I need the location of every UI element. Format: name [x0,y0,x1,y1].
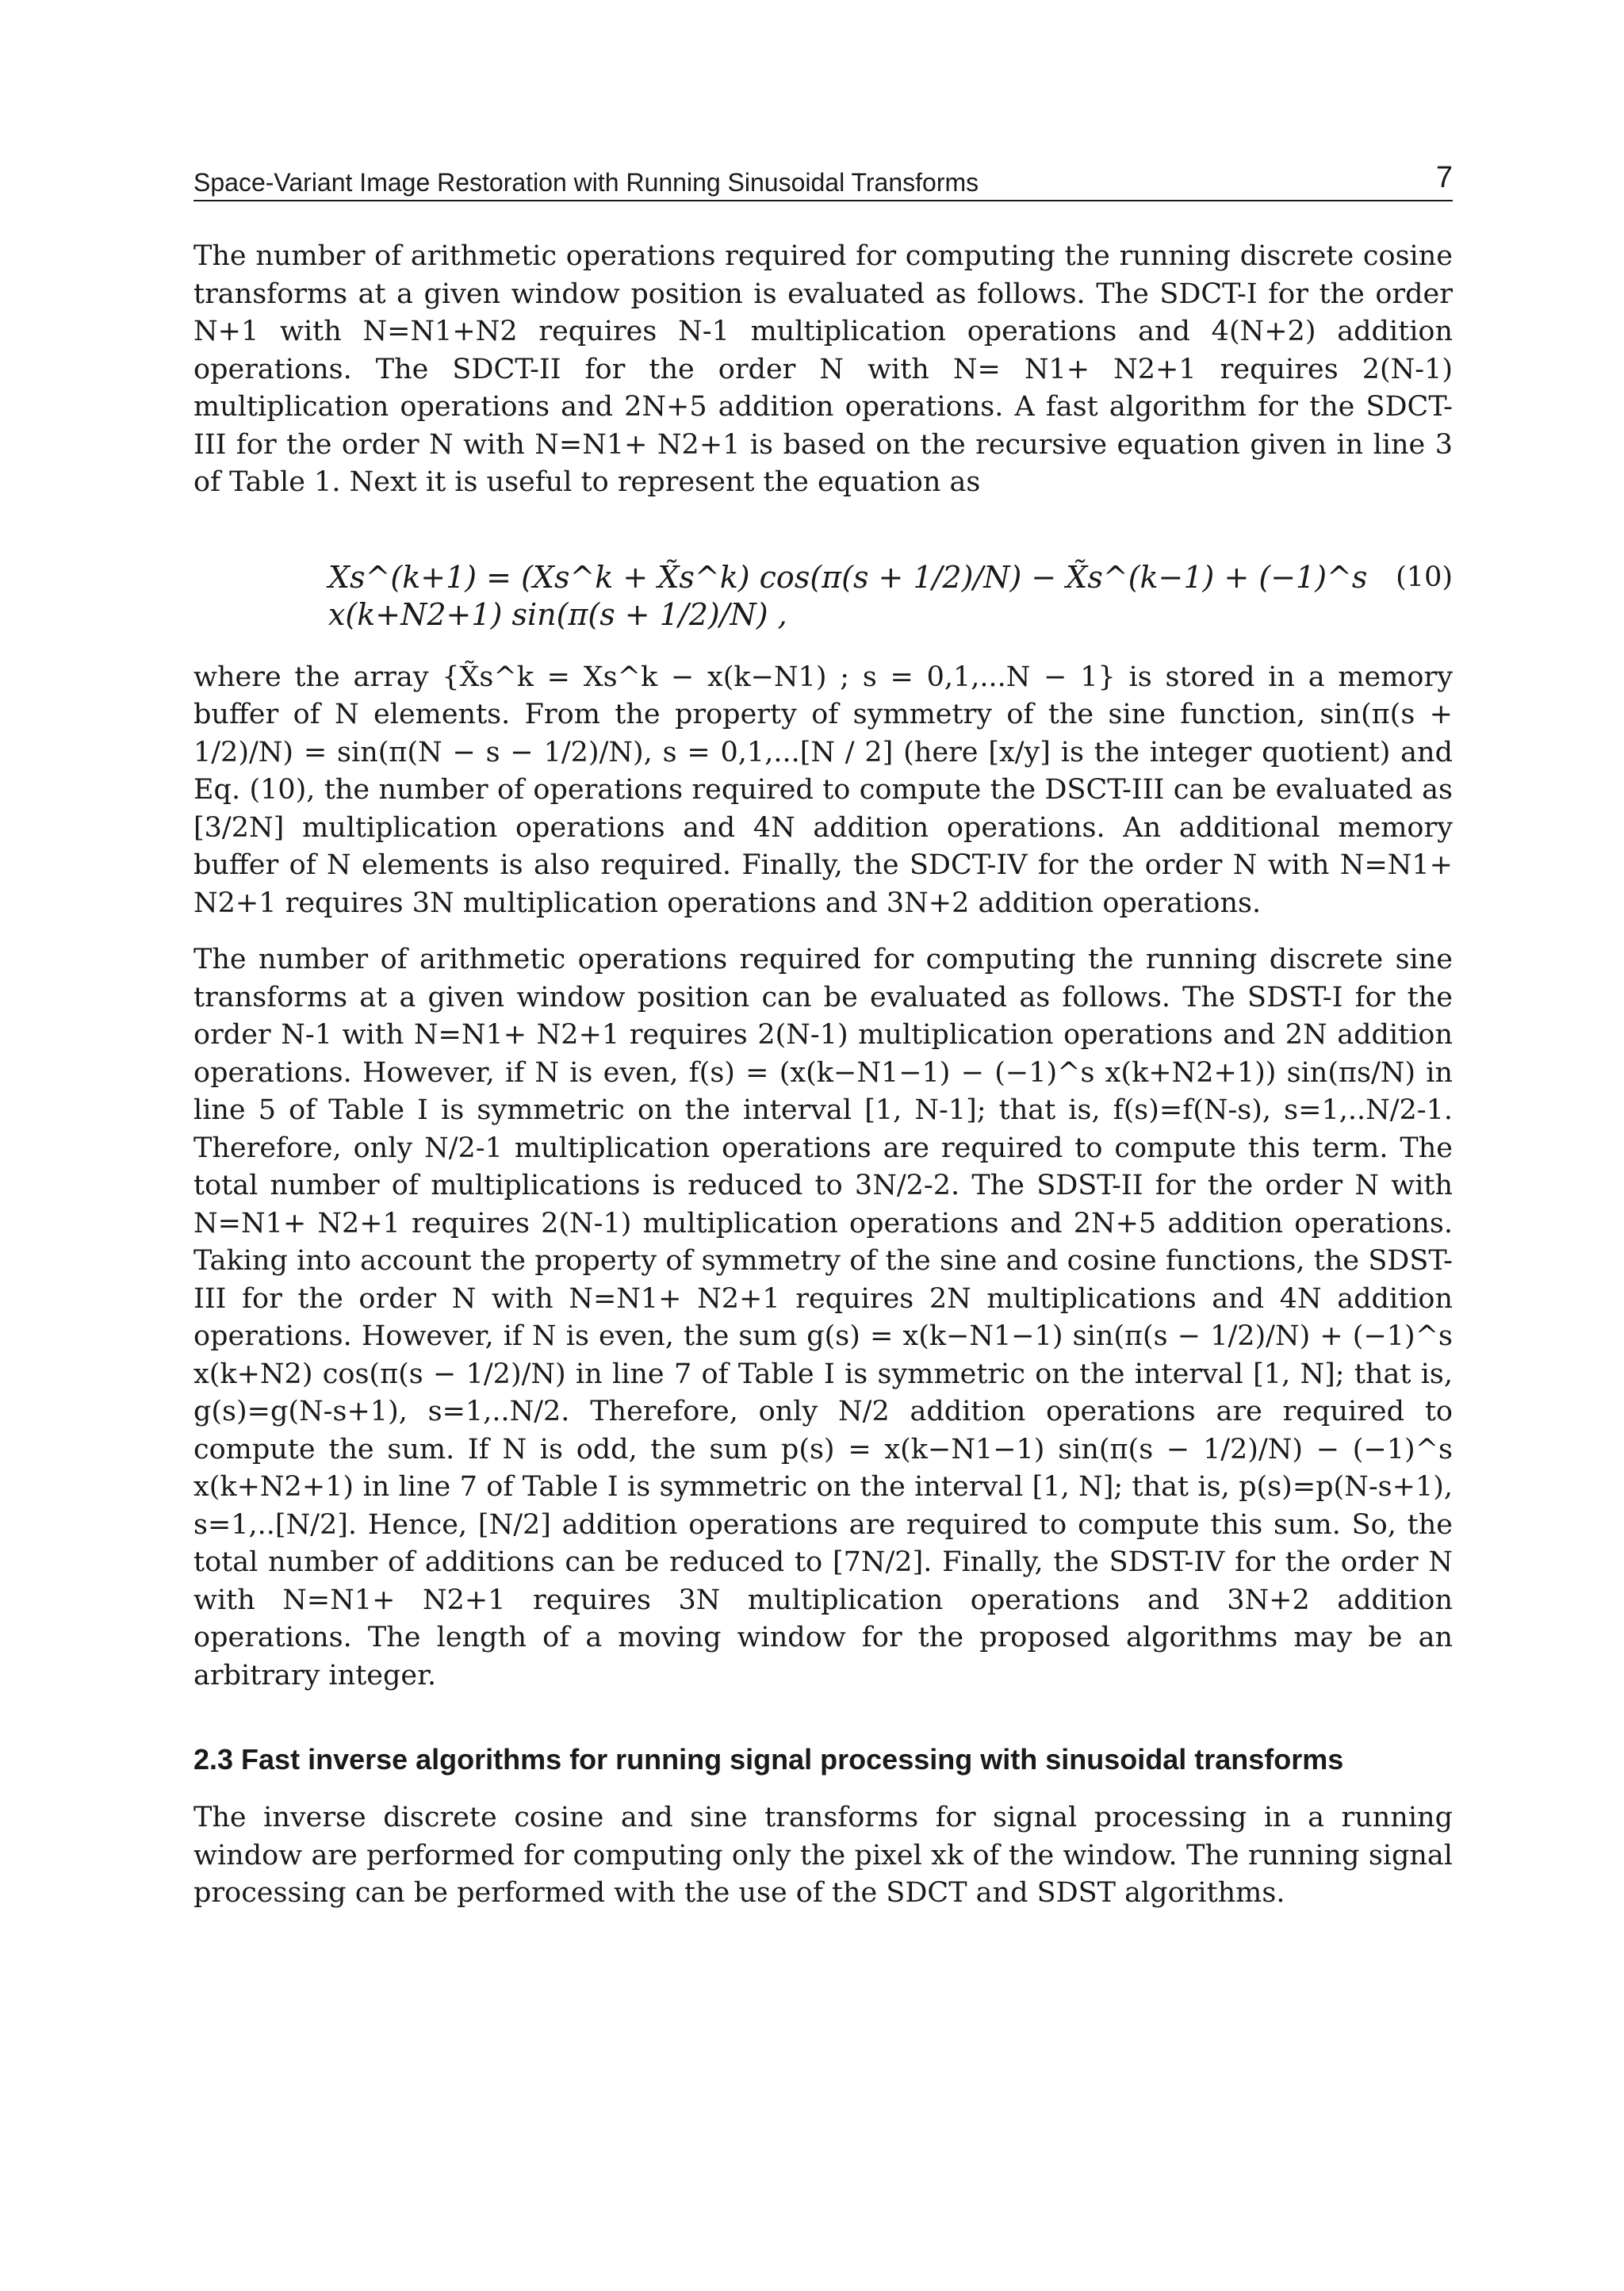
equation-10-number: (10) [1396,561,1453,593]
header-rule [193,200,1453,201]
running-header [193,161,1453,198]
paragraph-sdst-operations: The number of arithmetic operations required for computing the running discrete sine transforms at a given window position can be evaluated as follows. The SDST-I for the order N-1 with N=N1+ N2+1 requires 2(N-1) multiplication operations and 2N addition operations. However, if N is even, f(s) = (x(k−N1−1) − (−1)^s x(k+N2+1)) sin(πs/N) in line 5 of Table I is symmetric on the interval [1, N-1]; that is, f(s)=f(N-s), s=1,..N/2-1. Therefore, only N/2-1 multiplication operations are required to compute this term. The total number of multiplications is reduced to 3N/2-2. The SDST-II for the order N with N=N1+ N2+1 requires 2(N-1) multiplication operations and 2N+5 addition operations. Taking into account the property of symmetry of the sine and cosine functions, the SDST-III for the order N with N=N1+ N2+1 requires 2N multiplications and 4N addition operations. However, if N is even, the sum g(s) = x(k−N1−1) sin(π(s − 1/2)/N) + (−1)^s x(k+N2) cos(π(s − 1/2)/N) in line 7 of Table I is symmetric on the interval [1, N]; that is, g(s)=g(N-s+1), s=1,..N/2. Therefore, only N/2 addition operations are required to compute the sum. If N is odd, the sum p(s) = x(k−N1−1) sin(π(s − 1/2)/N) − (−1)^s x(k+N2+1) in line 7 of Table I is symmetric on the interval [1, N]; that is, p(s)=p(N-s+1), s=1,..[N/2]. Hence, [N/2] addition operations are required to compute this sum. So, the total number of additions can be reduced to [7N/2]. Finally, the SDST-IV for the order N with N=N1+ N2+1 requires 3N multiplication operations and 3N+2 addition operations. The length of a moving window for the proposed algorithms may be an arbitrary integer. [193,944,1453,1691]
equation-10 [193,529,1453,632]
body-text [193,238,1453,1913]
equation-10-formula: Xs^(k+1) = (Xs^k + X̃s^k) cos(π(s + 1/2)/N) − X̃s^(k−1) + (−1)^s x(k+N2+1) sin(π(s + 1/2)/N) , [328,559,1368,632]
paragraph-array-buffer: where the array {X̃s^k = Xs^k − x(k−N1) ; s = 0,1,...N − 1} is stored in a memory buffer of N elements. From the property of symmetry of the sine function, sin(π(s + 1/2)/N) = sin(π(N − s − 1/2)/N), s = 0,1,...[N / 2] (here [x/y] is the integer quotient) and Eq. (10), the number of operations required to compute the DSCT-III can be evaluated as [3/2N] multiplication operations and 4N addition operations. An additional memory buffer of N elements is also required. Finally, the SDCT-IV for the order N with N=N1+ N2+1 requires 3N multiplication operations and 3N+2 addition operations. [193,661,1453,919]
running-title: Space-Variant Image Restoration with Running Sinusoidal Transforms [193,168,979,197]
paragraph-inverse-algorithms: The inverse discrete cosine and sine transforms for signal processing in a running window are performed for computing only the pixel xk of the window. The running signal processing can be performed with the use of the SDCT and SDST algorithms. [193,1802,1453,1909]
paragraph-sdct-operations: The number of arithmetic operations required for computing the running discrete cosine transforms at a given window position is evaluated as follows. The SDCT-I for the order N+1 with N=N1+N2 requires N-1 multiplication operations and 4(N+2) addition operations. The SDCT-II for the order N with N= N1+ N2+1 requires 2(N-1) multiplication operations and 2N+5 addition operations. A fast algorithm for the SDCT-III for the order N with N=N1+ N2+1 is based on the recursive equation given in line 3 of Table 1. Next it is useful to represent the equation as [193,240,1453,498]
page-number: 7 [1435,161,1453,194]
section-heading: 2.3 Fast inverse algorithms for running signal processing with sinusoidal transforms [193,1743,1344,1776]
